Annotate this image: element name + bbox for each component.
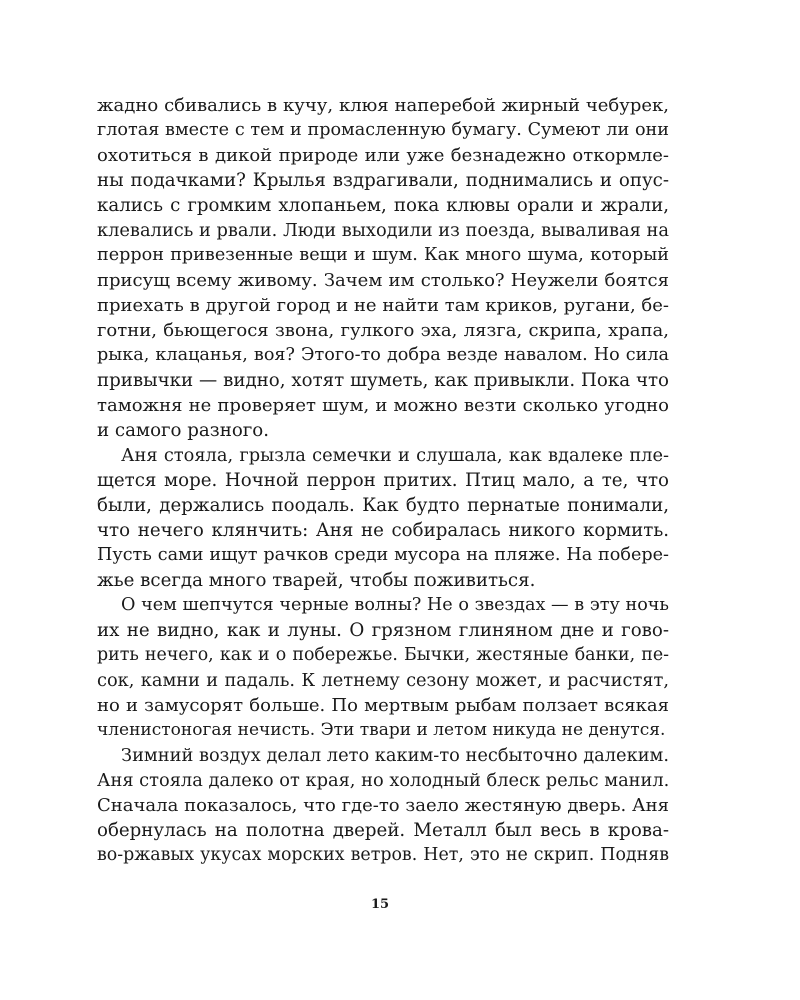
text-line: членистоногая нечисть. Эти твари и летом никуда не денутся. (97, 720, 666, 740)
text-line: и самого разного. (97, 420, 270, 441)
text-line: жье всегда много тварей, чтобы поживиться. (97, 570, 536, 591)
text-line: Сначала показалось, что где-то заело жестяную дверь. Аня (97, 795, 669, 816)
text-line: привычки — видно, хотят шуметь, как привыкли. Пока что (97, 370, 669, 391)
text-line: во-ржавых укусах морских ветров. Нет, это не скрип. Подняв (97, 845, 669, 865)
text-line: рыка, клацанья, воя? Этого-то добра везде навалом. Но сила (97, 345, 669, 365)
text-line: приехать в другой город и не найти там криков, ругани, бе- (97, 295, 669, 316)
text-line: рить нечего, как и о побережье. Бычки, жестяные банки, пе- (97, 645, 669, 665)
text-line: готни, бьющегося звона, гулкого эха, лязга, скрипа, храпа, (97, 320, 669, 341)
page-number: 15 (370, 897, 390, 912)
text-line: их не видно, как и луны. О грязном глиняном дне и гово- (97, 620, 669, 641)
text-line: щется море. Ночной перрон притих. Птиц мало, а те, что (97, 470, 669, 491)
text-line: обернулась на полотна дверей. Металл был весь в крова- (97, 820, 669, 841)
text-line: Аня стояла далеко от края, но холодный блеск рельс манил. (97, 770, 670, 791)
text-line: Пусть сами ищут рачков среди мусора на пляже. На побере- (97, 545, 669, 565)
text-line: но и замусорят больше. По мертвым рыбам ползает всякая (97, 695, 669, 716)
paragraph-first-line: О чем шепчутся черные волны? Не о звездах — в эту ночь (121, 595, 669, 615)
text-line: перрон привезенные вещи и шум. Как много шума, который (97, 245, 669, 265)
text-line: жадно сбивались в кучу, клюя наперебой жирный чебурек, (97, 95, 669, 116)
text-line: присущ всему живому. Зачем им столько? Неужели боятся (97, 270, 669, 291)
text-line: ны подачками? Крылья вздрагивали, поднимались и опус- (97, 170, 669, 191)
body-text (97, 93, 669, 868)
text-line: сок, камни и падаль. К летнему сезону может, и расчистят, (97, 670, 669, 691)
paragraph-first-line: Аня стояла, грызла семечки и слушала, как вдалеке пле- (121, 445, 669, 466)
text-line: охотиться в дикой природе или уже безнадежно откормле- (97, 145, 669, 166)
paragraph-first-line: Зимний воздух делал лето каким-то несбыточно далеким. (121, 745, 670, 766)
text-line: что нечего клянчить: Аня не собиралась никого кормить. (97, 520, 669, 541)
text-line: таможня не проверяет шум, и можно везти сколько угодно (97, 395, 669, 416)
text-line: глотая вместе с тем и промасленную бумагу. Сумеют ли они (97, 120, 669, 140)
text-line: были, держались поодаль. Как будто пернатые понимали, (97, 495, 669, 516)
text-line: кались с громким хлопаньем, пока клювы орали и жрали, (97, 195, 669, 216)
text-line: клевались и рвали. Люди выходили из поезда, вываливая на (97, 220, 669, 241)
